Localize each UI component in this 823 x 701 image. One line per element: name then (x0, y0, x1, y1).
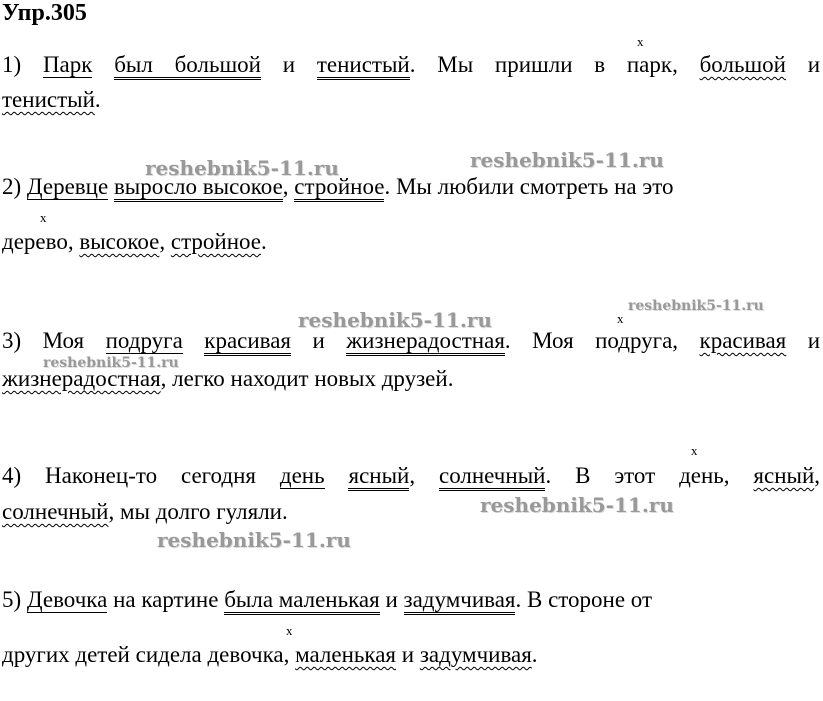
sentence-number: 3) Моя (2, 328, 85, 353)
sentence-4-line-2 (2, 499, 288, 525)
sentence-number: 2) (2, 174, 22, 199)
x-mark: x (691, 443, 698, 458)
text: , мы долго гуляли. (108, 499, 288, 524)
conjunction: и (385, 587, 398, 612)
predicate: выросло высокое (114, 174, 283, 202)
watermark: reshebnik5-11.ru (628, 298, 764, 314)
sentence-4-line-1 (2, 463, 820, 489)
predicate: тенистый (317, 52, 410, 80)
text: , (159, 229, 166, 254)
attribute: ясный (753, 463, 815, 488)
text: , легко находит новых друзей. (160, 366, 454, 391)
predicate: жизнерадостная (346, 328, 505, 356)
sentence-2-line-2 (2, 229, 267, 255)
watermark: reshebnik5-11.ru (43, 355, 179, 371)
predicate: была маленькая (224, 587, 380, 615)
text: . В стороне от (515, 587, 653, 612)
text: . (94, 87, 101, 112)
sentence-5-line-2 (2, 642, 538, 668)
text: на картине (113, 587, 219, 612)
text: , (409, 463, 416, 488)
sentence-3-line-1 (2, 328, 820, 354)
predicate: солнечный (439, 463, 545, 491)
x-mark: x (40, 210, 47, 225)
predicate: красивая (204, 328, 291, 356)
text: . В этот день, (545, 463, 730, 488)
predicate: стройное (294, 174, 384, 202)
subject: Парк (42, 52, 93, 77)
text: . (531, 642, 538, 667)
text: , (282, 174, 289, 199)
attribute: красивая (699, 328, 787, 353)
attribute: маленькая (295, 642, 397, 667)
sentence-3-line-2 (2, 366, 453, 392)
sentence-1-line-1 (2, 52, 820, 78)
watermark: reshebnik5-11.ru (470, 148, 664, 172)
subject: Девочка (26, 587, 108, 612)
text: . Моя подруга, (504, 328, 679, 353)
text: . Мы любили смотреть на это (384, 174, 674, 199)
subject: подруга (105, 328, 183, 353)
text: других детей сидела девочка, (2, 642, 290, 667)
sentence-number: 4) Наконец-то сегодня (2, 463, 256, 488)
attribute: тенистый (2, 87, 95, 112)
sentence-2-line-1 (2, 174, 673, 200)
watermark: reshebnik5-11.ru (157, 528, 351, 552)
x-mark: x (617, 311, 624, 326)
conjunction: и (282, 52, 296, 77)
text: дерево, (2, 229, 74, 254)
sentence-5-line-1 (2, 587, 652, 613)
attribute: жизнерадостная (2, 366, 161, 391)
exercise-title: Упр.305 (2, 0, 87, 26)
attribute: солнечный (2, 499, 109, 524)
subject: день (279, 463, 325, 488)
conjunction: и (312, 328, 325, 353)
predicate: был большой (114, 52, 261, 80)
watermark: reshebnik5-11.ru (298, 308, 492, 332)
text: , (814, 463, 821, 488)
text: . Мы пришли в парк, (409, 52, 678, 77)
watermark: reshebnik5-11.ru (480, 493, 674, 517)
predicate: ясный (348, 463, 409, 491)
attribute: большой (699, 52, 786, 77)
sentence-number: 5) (2, 587, 22, 612)
attribute: задумчивая (419, 642, 532, 667)
x-mark: x (286, 623, 293, 638)
x-mark: x (637, 34, 644, 49)
predicate: задумчивая (404, 587, 516, 615)
sentence-number: 1) (2, 52, 22, 77)
subject: Деревце (26, 174, 109, 199)
conjunction: и (807, 328, 821, 353)
text: . (261, 229, 267, 254)
conjunction: и (807, 52, 821, 77)
attribute: высокое (79, 229, 160, 254)
sentence-1-line-2 (2, 87, 101, 113)
watermark: reshebnik5-11.ru (145, 156, 339, 180)
attribute: стройное (170, 229, 262, 254)
conjunction: и (401, 642, 415, 667)
